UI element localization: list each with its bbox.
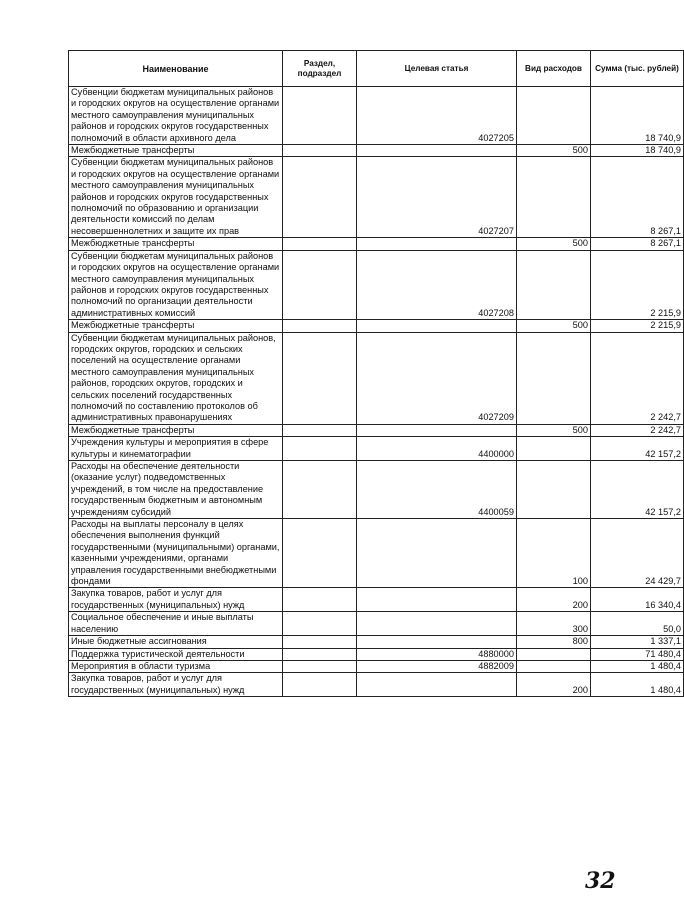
cell-sum: 8 267,1 [591,157,684,238]
cell-sum: 24 429,7 [591,519,684,588]
budget-table [68,50,684,697]
cell-type: 800 [517,636,591,648]
cell-target: 4400059 [357,461,517,519]
cell-sum: 16 340,4 [591,588,684,612]
table-row [69,238,684,250]
cell-sum: 18 740,9 [591,87,684,145]
cell-target: 4400000 [357,437,517,461]
cell-type: 500 [517,320,591,332]
table-row [69,424,684,436]
cell-name: Поддержка туристической деятельности [69,648,283,660]
cell-sum: 1 337,1 [591,636,684,648]
cell-target: 4027207 [357,157,517,238]
cell-sum: 1 480,4 [591,660,684,672]
cell-name: Субвенции бюджетам муниципальных районов, городских округов, городских и сельских поселений на осуществление органами местного самоуправления муниципальных районов, городских округов, городских и сельских поселений государственных полномочий по составлению протоколов об административных правонарушениях [69,332,283,424]
cell-sum: 50,0 [591,612,684,636]
cell-sum: 8 267,1 [591,238,684,250]
cell-name: Межбюджетные трансферты [69,145,283,157]
table-row [69,588,684,612]
cell-section [283,588,357,612]
cell-section [283,461,357,519]
cell-target: 4880000 [357,648,517,660]
cell-name: Субвенции бюджетам муниципальных районов и городских округов на осуществление органами местного самоуправления муниципальных районов и городских округов государственных полномочий по организации деятельности административных комиссий [69,250,283,319]
cell-type [517,250,591,319]
cell-section [283,673,357,697]
table-row [69,157,684,238]
cell-section [283,332,357,424]
cell-sum: 42 157,2 [591,437,684,461]
cell-target [357,424,517,436]
table-row [69,332,684,424]
cell-sum: 18 740,9 [591,145,684,157]
header-type: Вид расходов [517,51,591,87]
cell-target [357,238,517,250]
cell-section [283,519,357,588]
table-row [69,636,684,648]
cell-type [517,461,591,519]
table-row [69,612,684,636]
cell-name: Межбюджетные трансферты [69,238,283,250]
cell-section [283,250,357,319]
cell-name: Закупка товаров, работ и услуг для государственных (муниципальных) нужд [69,588,283,612]
cell-name: Иные бюджетные ассигнования [69,636,283,648]
cell-name: Мероприятия в области туризма [69,660,283,672]
cell-target [357,673,517,697]
cell-section [283,157,357,238]
table-row [69,320,684,332]
cell-sum: 2 242,7 [591,332,684,424]
table-row [69,437,684,461]
cell-type [517,437,591,461]
cell-sum: 1 480,4 [591,673,684,697]
cell-type: 200 [517,588,591,612]
table-row [69,145,684,157]
table-row [69,250,684,319]
cell-section [283,636,357,648]
cell-target: 4027208 [357,250,517,319]
cell-target [357,519,517,588]
table-row [69,87,684,145]
cell-section [283,648,357,660]
cell-type: 100 [517,519,591,588]
table-header-row [69,51,684,87]
cell-section [283,660,357,672]
cell-target [357,588,517,612]
cell-sum: 2 215,9 [591,320,684,332]
cell-name: Межбюджетные трансферты [69,320,283,332]
cell-type: 500 [517,145,591,157]
cell-section [283,87,357,145]
header-sum: Сумма (тыс. рублей) [591,51,684,87]
cell-name: Субвенции бюджетам муниципальных районов и городских округов на осуществление органами местного самоуправления муниципальных районов и городских округов государственных полномочий в области архивного дела [69,87,283,145]
table-row [69,660,684,672]
cell-section [283,320,357,332]
cell-type [517,648,591,660]
cell-type: 500 [517,424,591,436]
cell-type [517,660,591,672]
cell-type: 500 [517,238,591,250]
cell-type: 300 [517,612,591,636]
cell-name: Субвенции бюджетам муниципальных районов и городских округов на осуществление органами местного самоуправления муниципальных районов и городских округов государственных полномочий по образованию и организации деятельности комиссий по делам несовершеннолетних и защите их прав [69,157,283,238]
header-target: Целевая статья [357,51,517,87]
cell-type [517,87,591,145]
cell-section [283,145,357,157]
cell-target: 4882009 [357,660,517,672]
cell-name: Социальное обеспечение и иные выплаты населению [69,612,283,636]
cell-target [357,612,517,636]
cell-name: Расходы на обеспечение деятельности (оказание услуг) подведомственных учреждений, в том числе на предоставление государственным бюджетным и автономным учреждениям субсидий [69,461,283,519]
cell-target [357,320,517,332]
table-row [69,461,684,519]
header-name: Наименование [69,51,283,87]
cell-target: 4027209 [357,332,517,424]
cell-target: 4027205 [357,87,517,145]
cell-name: Закупка товаров, работ и услуг для государственных (муниципальных) нужд [69,673,283,697]
cell-sum: 2 215,9 [591,250,684,319]
cell-section [283,424,357,436]
cell-section [283,437,357,461]
cell-target [357,145,517,157]
cell-target [357,636,517,648]
cell-name: Расходы на выплаты персоналу в целях обеспечения выполнения функций государственными (муниципальными) органами, казенными учреждениями, органами управления государственными внебюджетными фондами [69,519,283,588]
table-row [69,519,684,588]
table-row [69,648,684,660]
cell-type [517,157,591,238]
cell-section [283,612,357,636]
cell-sum: 42 157,2 [591,461,684,519]
cell-name: Межбюджетные трансферты [69,424,283,436]
cell-type: 200 [517,673,591,697]
cell-name: Учреждения культуры и мероприятия в сфере культуры и кинематографии [69,437,283,461]
cell-section [283,238,357,250]
header-section: Раздел, подраздел [283,51,357,87]
cell-type [517,332,591,424]
table-row [69,673,684,697]
page-number: 32 [585,868,616,894]
cell-sum: 71 480,4 [591,648,684,660]
cell-sum: 2 242,7 [591,424,684,436]
